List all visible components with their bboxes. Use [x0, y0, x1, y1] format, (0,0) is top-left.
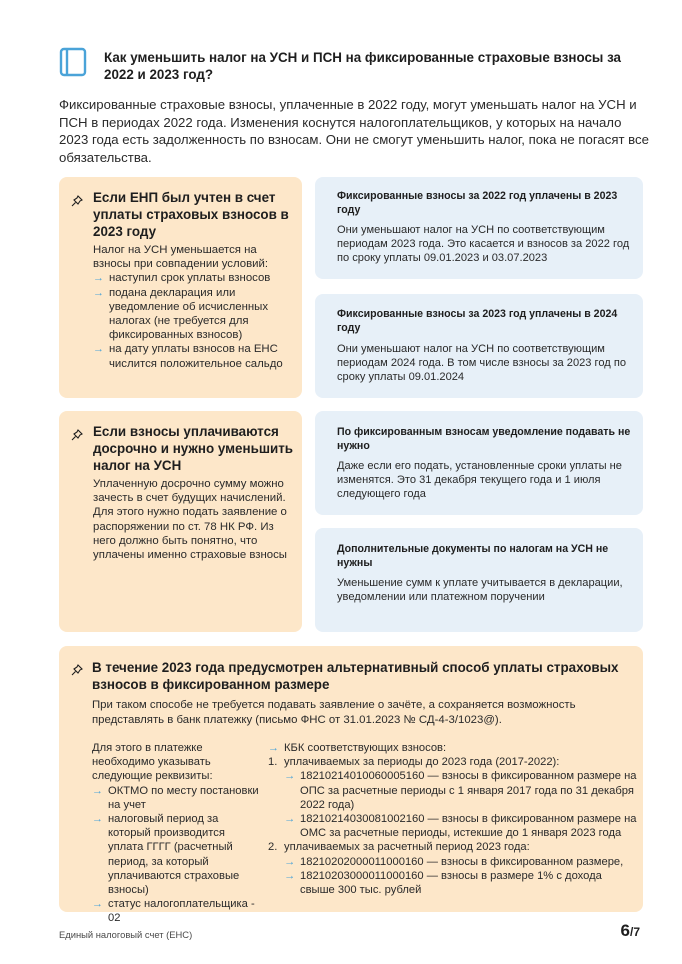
list-item-text: подана декларация или уведомление об исчисленных налогах (не требуется для фиксированных взносов)	[109, 286, 269, 342]
list-item	[92, 897, 262, 925]
kbk-item-text: 18210214030081002160 — взносы в фиксированном размере на ОМС за расчетные периоды, истекшие до 1 января 2023 года	[300, 813, 637, 840]
arrow-right-icon: →	[92, 898, 103, 911]
kbk-group	[268, 840, 638, 854]
arrow-right-icon: →	[284, 813, 296, 826]
list-item	[93, 271, 293, 285]
card-title: Если взносы уплачиваются досрочно и нужно уменьшить налог на УСН	[93, 424, 293, 473]
card-intro: При таком способе не требуется подавать заявление о зачёте, а сохраняется возможность представлять в банк платежку (письмо ФНС от 31.01.2023 № СД-4-3/1023@).	[92, 699, 576, 726]
list-item-text: налоговый период за который производится уплата ГГГГ (расчетный период, за который уплачиваются страховые взносы)	[108, 813, 240, 897]
card-title: В течение 2023 года предусмотрен альтернативный способ уплаты страховых взносов в фиксированном размере	[92, 660, 619, 692]
card-text: Даже если его подать, установленные сроки уплаты не изменятся. Это 31 декабря текущего года и 1 июля следующего года	[337, 460, 622, 501]
kbk-title: КБК соответствующих взносов:	[284, 742, 447, 754]
card-early-payment	[59, 411, 302, 632]
arrow-right-icon: →	[93, 272, 104, 285]
payment-requisites	[92, 741, 262, 926]
card-title: По фиксированным взносам уведомление подавать не нужно	[337, 426, 631, 452]
pin-icon	[71, 664, 83, 676]
info-card	[315, 177, 643, 279]
list-item	[268, 741, 638, 755]
list-item-text: на дату уплаты взносов на ЕНС числится положительное сальдо	[109, 343, 283, 370]
arrow-right-icon: →	[284, 770, 296, 783]
list-item	[93, 286, 293, 343]
list-item	[92, 784, 262, 812]
kbk-item-text: 18210214010060005160 — взносы в фиксированном размере на ОПС за расчетные периоды с 1 января 2017 года по 31 декабря 2022 года)	[300, 770, 637, 811]
page-total: /7	[629, 925, 640, 939]
kbk-group	[268, 755, 638, 769]
arrow-right-icon: →	[93, 343, 104, 356]
pin-icon	[71, 195, 83, 207]
list-item	[92, 812, 262, 897]
card-enp	[59, 177, 302, 398]
kbk-item	[268, 769, 638, 812]
list-item-text: ОКТМО по месту постановки на учет	[108, 784, 259, 811]
group-label: уплачиваемых за периоды до 2023 года (2017-2022):	[284, 756, 560, 769]
list-item-text: статус налогоплательщика - 02	[108, 898, 255, 925]
card-title: Если ЕНП был учтен в счет уплаты страховых взносов в 2023 году	[93, 190, 289, 239]
page-current: 6	[620, 921, 630, 940]
list-item-text: наступил срок уплаты взносов	[109, 272, 271, 285]
card-lead: Налог на УСН уменьшается на взносы при совпадении условий:	[93, 244, 269, 271]
arrow-right-icon: →	[284, 869, 296, 882]
arrow-right-icon: →	[92, 813, 103, 826]
intro-paragraph: Фиксированные страховые взносы, уплаченные в 2022 году, могут уменьшать налог на УСН и ПСН в периодах 2022 года. Изменения коснутся налогоплательщиков, у которых на начало 2023 года есть задолженность по взносам. Они не смогут уменьшить налог, пока не погасят все обязательства.	[59, 97, 649, 165]
arrow-right-icon: →	[92, 784, 103, 797]
card-text: Они уменьшают налог на УСН по соответствующим периодам 2023 года. Это касается и взносов за 2022 год по сроку уплаты 09.01.2023 и 03.07.2023	[337, 224, 630, 265]
card-text: Уплаченную досрочно сумму можно зачесть в счет будущих начислений. Для этого нужно подать заявление о распоряжении по ст. 78 НК РФ. Из него должно быть понятно, что уплачены именно страховые взносы	[93, 478, 287, 562]
kbk-item	[268, 812, 638, 840]
info-card	[315, 411, 643, 515]
group-label: уплачиваемых за расчетный период 2023 года:	[284, 841, 530, 854]
footer-text: Единый налоговый счет (ЕНС)	[59, 929, 193, 940]
card-text	[93, 243, 293, 371]
kbk-item	[268, 869, 638, 897]
group-number: 2.	[268, 841, 278, 854]
card-title: Дополнительные документы по налогам на УСН не нужны	[337, 543, 609, 569]
arrow-right-icon: →	[284, 855, 296, 868]
group-number: 1.	[268, 756, 278, 769]
card-text: Они уменьшают налог на УСН по соответствующим периодам 2024 года. В том числе взносы за 2023 год по сроку уплаты 09.01.2024	[337, 343, 626, 384]
kbk-list	[268, 741, 638, 897]
pin-icon	[71, 429, 83, 441]
arrow-right-icon: →	[268, 742, 279, 754]
book-icon	[59, 47, 87, 77]
requisites-lead: Для этого в платежке необходимо указывать следующие реквизиты:	[92, 742, 213, 783]
page-number	[621, 921, 640, 941]
info-card	[315, 294, 643, 398]
page-title: Как уменьшить налог на УСН и ПСН на фиксированные страховые взносы за 2022 и 2023 год?	[104, 50, 621, 82]
card-text: Уменьшение сумм к уплате учитывается в декларации, уведомлении или платежном поручении	[337, 577, 623, 604]
arrow-right-icon: →	[93, 286, 104, 299]
kbk-item-text: 18210203000011000160 — взносы в размере 1% с дохода свыше 300 тыс. рублей	[300, 869, 602, 897]
info-card	[315, 528, 643, 632]
kbk-item	[268, 855, 638, 869]
list-item	[93, 342, 293, 370]
card-title: Фиксированные взносы за 2023 год уплачены в 2024 году	[337, 308, 618, 334]
kbk-item-text: 18210202000011000160 — взносы в фиксированном размере,	[300, 855, 624, 868]
card-title: Фиксированные взносы за 2022 год уплачены в 2023 году	[337, 190, 618, 216]
